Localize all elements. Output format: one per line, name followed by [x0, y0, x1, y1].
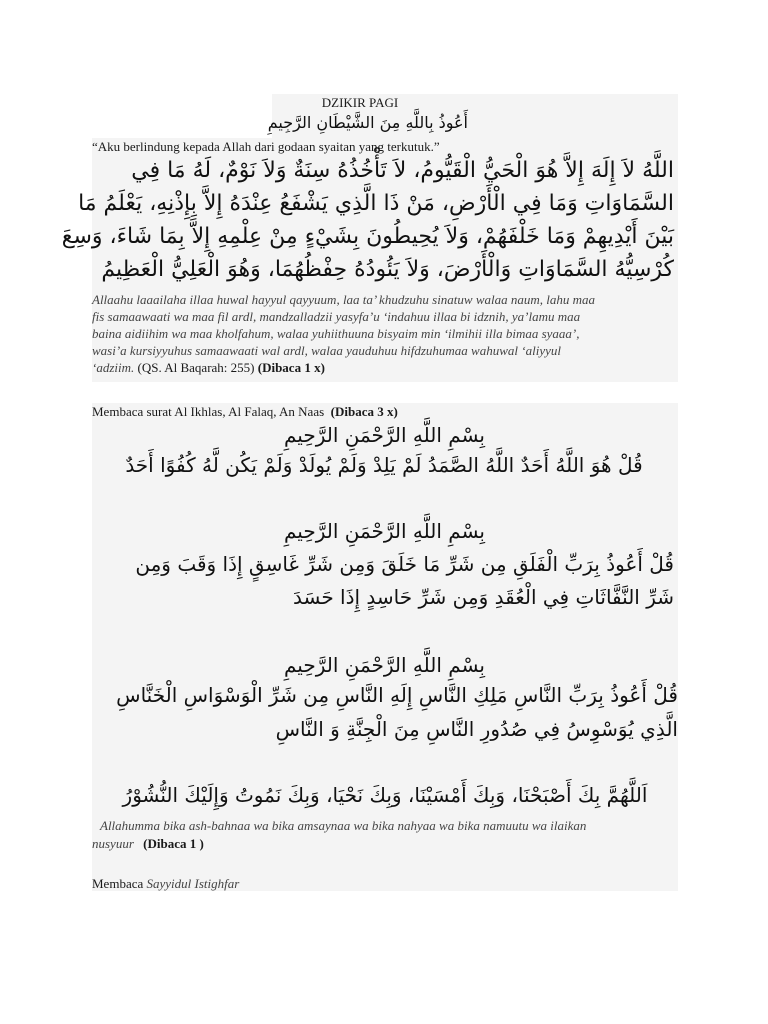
ayat-kursi-latin-line: Allaahu laaailaha illaa huwal hayyul qayyuum, laa ta’ khudzuhu sinatuw walaa naum, lahu maa [92, 292, 596, 307]
surah-falaq-line: شَرِّ النَّفَّاثَاتِ فِي الْعُقَدِ وَمِن شَرِّ حَاسِدٍ إِذَا حَسَدَ [292, 585, 674, 609]
taawudz-translation: “Aku berlindung kepada Allah dari godaan syaitan yang terkutuk.” [92, 139, 440, 154]
ayat-kursi-count: (Dibaca 1 x) [257, 360, 325, 375]
page-title: DZIKIR PAGI [321, 95, 399, 110]
surah-intro-count: (Dibaca 3 x) [330, 404, 398, 419]
ayat-kursi-arabic-line: بَيْنَ أَيْدِيهِمْ وَمَا خَلْفَهُمْ، وَلاَ يُحِيطُونَ بِشَيْءٍ مِنْ عِلْمِهِ إِلاَّ بِمَا شَاءَ، وَسِعَ [61, 224, 674, 249]
doa-latin-line: Allahumma bika ash-bahnaa wa bika amsaynaa wa bika nahyaa wa bika namuutu wa ilaikan [100, 818, 587, 833]
ayat-kursi-reference: (QS. Al Baqarah: 255) [134, 360, 258, 375]
surah-naas-line: قُلْ أَعُوذُ بِرَبِّ النَّاسِ مَلِكِ النَّاسِ إِلَهِ النَّاسِ مِن شَرِّ الْوَسْوَاسِ الْخَنَّاسِ [116, 683, 678, 707]
istighfar-name: Sayyidul Istighfar [146, 876, 240, 891]
taawudz-arabic: أَعُوذُ بِاللَّهِ مِنَ الشَّيْطَانِ الرَّجِيمِ [267, 113, 468, 132]
doa-latin-end: nusyuur [92, 836, 134, 851]
surah-intro-text: Membaca surat Al Ikhlas, Al Falaq, An Naas [92, 404, 331, 419]
doa-latin-last-line [92, 836, 204, 852]
ayat-kursi-latin-end: ‘adziim. [92, 360, 135, 375]
surah-falaq-line: قُلْ أَعُوذُ بِرَبِّ الْفَلَقِ مِن شَرِّ مَا خَلَقَ وَمِن شَرِّ غَاسِقٍ إِذَا وَقَبَ وَمِن [135, 552, 674, 576]
ayat-kursi-latin-last-line [92, 360, 325, 376]
istighfar-prefix: Membaca [92, 876, 147, 891]
ayat-kursi-arabic-line: كُرْسِيُّهُ السَّمَاوَاتِ وَالْأَرْضَ، وَلاَ يَئُودُهُ حِفْظُهُمَا، وَهُوَ الْعَلِيُّ الْعَظِيمُ [101, 257, 674, 282]
istighfar-intro [92, 876, 239, 892]
ayat-kursi-latin-line: wasi’a kursiyyuhus samaawaati wal ardl, walaa yauduhuu hifdzuhumaa wahuwal ‘aliyyul [92, 343, 561, 358]
surah-intro [92, 404, 398, 420]
surah-naas-line: الَّذِي يُوَسْوِسُ فِي صُدُورِ النَّاسِ مِنَ الْجِنَّةِ وَ النَّاسِ [275, 717, 678, 741]
ayat-kursi-arabic-line: السَّمَاوَاتِ وَمَا فِي الْأَرْضِ، مَنْ ذَا الَّذِي يَشْفَعُ عِنْدَهُ إِلاَّ بِإِذْنِهِ، يَعْلَمُ مَا [78, 191, 674, 216]
surah-ikhlas: قُلْ هُوَ اللَّهُ أَحَدٌ اللَّهُ الصَّمَدُ لَمْ يَلِدْ وَلَمْ يُولَدْ وَلَمْ يَكُن لَّهُ كُفُوًا أَحَدٌ [125, 453, 643, 477]
ayat-kursi-latin-line: fis samaawaati wa maa fil ardl, mandzalladzii yasyfa’u ‘indahuu illaa bi idznih, ya’lamu maa [92, 309, 581, 324]
basmalah-ikhlas: بِسْمِ اللَّهِ الرَّحْمَنِ الرَّحِيمِ [283, 423, 485, 447]
basmalah-falaq: بِسْمِ اللَّهِ الرَّحْمَنِ الرَّحِيمِ [283, 519, 485, 543]
doa-arabic: اَللَّهُمَّ بِكَ أَصْبَحْنَا، وَبِكَ أَمْسَيْنَا، وَبِكَ نَحْيَا، وَبِكَ نَمُوتُ وَإِلَيْكَ النُّشُوْرُ [122, 783, 648, 807]
ayat-kursi-arabic-line: اللَّهُ لاَ إِلَهَ إِلاَّ هُوَ الْحَيُّ الْقَيُّومُ، لاَ تَأْخُذُهُ سِنَةٌ وَلاَ نَوْمٌ، لَهُ مَا فِي [131, 158, 674, 183]
ayat-kursi-latin-line: baina aidiihim wa maa kholfahum, walaa yuhiithuuna bisyaim min ‘ilmihii illa bimaa syaaa’, [92, 326, 580, 341]
doa-count: (Dibaca 1 ) [143, 836, 204, 851]
basmalah-naas: بِسْمِ اللَّهِ الرَّحْمَنِ الرَّحِيمِ [283, 653, 485, 677]
